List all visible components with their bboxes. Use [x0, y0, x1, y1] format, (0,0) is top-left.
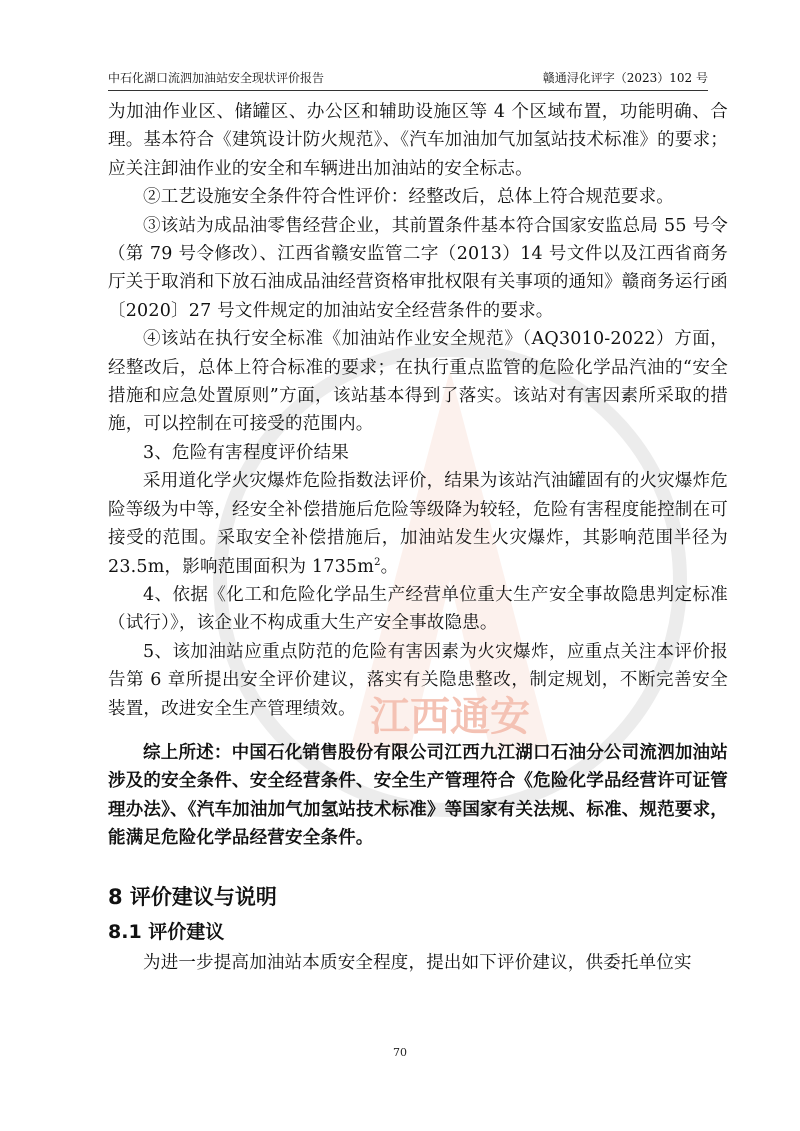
paragraph-major-hazard: 4、依据《化工和危险化学品生产经营单位重大生产安全事故隐患判定标准（试行）》，该企业不构成重大生产安全事故隐患。	[108, 584, 728, 634]
header-report-number: 赣通浔化评字（2023）102 号	[542, 71, 708, 85]
paragraph-key-prevention: 5、该加油站应重点防范的危险有害因素为火灾爆炸，应重点关注本评价报告第 6 章所提出安全评价建议，落实有关隐患整改，制定规划，不断完善安全装置，改进安全生产管理绩效。	[108, 641, 728, 719]
heading-hazard-results: 3、危险有害程度评价结果	[143, 442, 350, 463]
area-unit-superscript: 2	[374, 556, 381, 568]
paragraph-layout: 为加油作业区、储罐区、办公区和辅助设施区等 4 个区域布置，功能明确、合理。基本符合《建筑设计防火规范》、《汽车加油加气加氢站技术标准》的要求；应关注卸油作业的安全和车辆进出加油站的安全标志。	[108, 102, 728, 179]
page-body	[108, 98, 728, 977]
paragraph-hazard-index	[108, 467, 728, 581]
watermark-text: 江西通安	[370, 694, 530, 740]
subsection-title: 8.1 评价建议	[108, 920, 225, 943]
page-header	[108, 70, 708, 91]
section-title: 8 评价建议与说明	[108, 884, 277, 909]
paragraph-safety-standard: ④该站在执行安全标准《加油站作业安全规范》（AQ3010-2022）方面，经整改后，总体上符合标准的要求；在执行重点监管的危险化学品汽油的“安全措施和应急处置原则”方面，该站基本得到了落实。该站对有害因素所采取的措施，可以控制在可接受的范围内。	[108, 329, 728, 435]
header-report-title: 中石化湖口流泗加油站安全现状评价报告	[108, 71, 325, 85]
paragraph-recommendation-intro: 为进一步提高加油站本质安全程度，提出如下评价建议，供委托单位实	[143, 952, 692, 973]
paragraph-conclusion: 综上所述：中国石化销售股份有限公司江西九江湖口石油分公司流泗加油站涉及的安全条件、安全经营条件、安全生产管理符合《危险化学品经营许可证管理办法》、《汽车加油加气加氢站技术标准》等国家有关法规、标准、规范要求，能满足危险化学品经营安全条件。	[108, 742, 728, 849]
hazard-index-tail: 。	[380, 556, 399, 577]
paragraph-process-facilities: ②工艺设施安全条件符合性评价：经整改后，总体上符合规范要求。	[143, 187, 674, 208]
page-number: 70	[393, 1046, 407, 1059]
paragraph-business-conditions: ③该站为成品油零售经营企业，其前置条件基本符合国家安监总局 55 号令（第 79 号令修改）、江西省赣安监管二字（2013）14 号文件以及江西省商务厅关于取消和下放石油成品油经营资格审批权限有关事项的通知》赣商务运行函〔2020〕27 号文件规定的加油站安全经营条件的要求。	[108, 215, 728, 321]
hazard-index-text: 采用道化学火灾爆炸危险指数法评价，结果为该站汽油罐固有的火灾爆炸危险等级为中等，经安全补偿措施后危险等级降为较轻，危险有害程度能控制在可接受的范围。采取安全补偿措施后，加油站发生火灾爆炸，其影响范围半径为 23.5m，影响范围面积为 1735m	[108, 471, 728, 577]
